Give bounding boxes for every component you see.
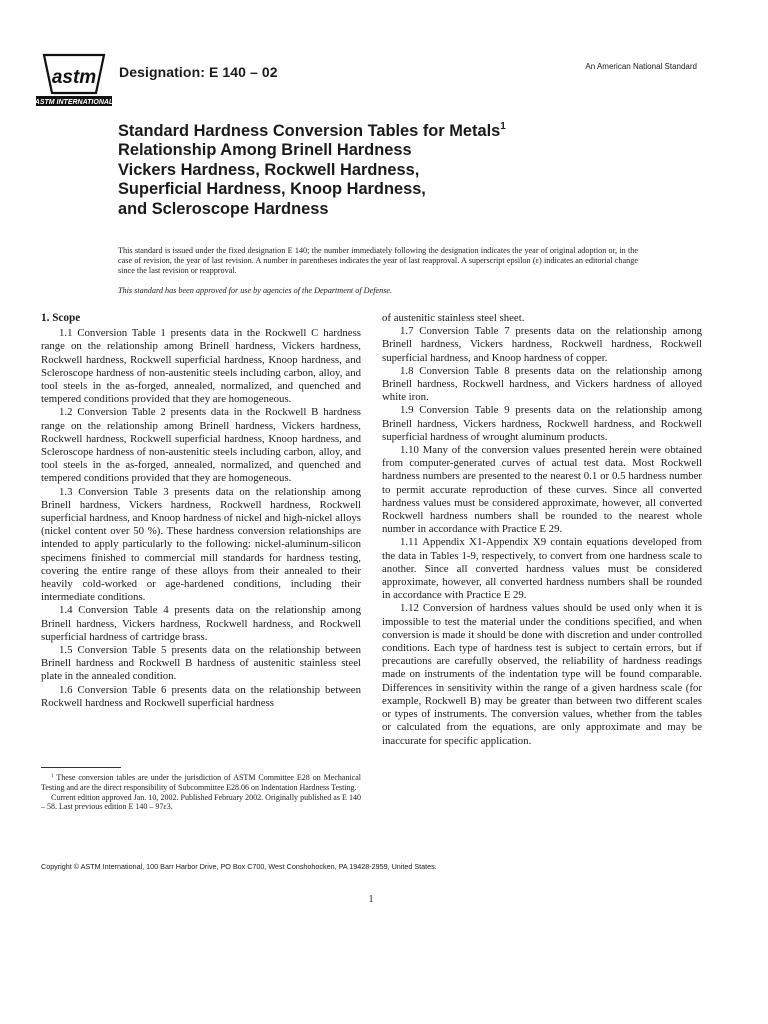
astm-logo <box>34 49 114 109</box>
right-column <box>382 312 702 748</box>
title-line-5: and Scleroscope Hardness <box>118 199 329 218</box>
copyright-notice: Copyright © ASTM International, 100 Barr Harbor Drive, PO Box C700, West Conshohocken, PA 19428-2959, United States. <box>41 862 437 871</box>
title-line-2: Relationship Among Brinell Hardness <box>118 141 412 160</box>
title-line-3: Vickers Hardness, Rockwell Hardness, <box>118 160 420 179</box>
footnote-mark: 1 <box>51 774 54 779</box>
standard-note: An American National Standard <box>585 62 697 71</box>
designation-notice: This standard is issued under the fixed designation E 140; the number immediately following the designation indicates the year of original adoption or, in the case of revision, the year of last revision. A number in parentheses indicates the year of last reapproval. A superscript epsilon (ε) indicates an editorial change since the last revision or reapproval. <box>118 246 638 276</box>
footnote-divider <box>41 767 121 768</box>
paragraph-1-7: 1.7 Conversion Table 7 presents data on the relationship among Brinell hardness, Vickers hardness, Rockwell hardness, Rockwell superficial hardness, and Knoop hardness of copper. <box>382 325 702 364</box>
paragraph-1-3: 1.3 Conversion Table 3 presents data on the relationship among Brinell hardness, Vickers hardness, Rockwell hardness, Rockwell superficial hardness, and Knoop hardness of nickel and high-nickel alloys (nickel content over 50 %). These hardness conversion relationships are intended to apply particularly to the following: nickel-aluminum-silicon specimens finished to commercial mill standards for hardness testing, covering the entire range of these alloys from their annealed to their heavily cold-worked or age-hardened conditions, including their intermediate conditions. <box>41 485 361 604</box>
footnotes <box>41 773 361 812</box>
paragraph-1-1: 1.1 Conversion Table 1 presents data in the Rockwell C hardness range on the relationship among Brinell hardness, Vickers hardness, Rockwell hardness, Rockwell superficial hardness, Knoop hardness, and Scleroscope hardness of non-austenitic steels including carbon, alloy, and tool steels in the as-forged, annealed, normalized, and quenched and tempered conditions provided that they are homogeneous. <box>41 327 361 406</box>
page-number: 1 <box>368 894 374 905</box>
svg-text:ASTM INTERNATIONAL: ASTM INTERNATIONAL <box>34 99 114 106</box>
paragraph-1-6-continued: of austenitic stainless steel sheet. <box>382 312 525 324</box>
section-heading-scope: 1. Scope <box>41 312 81 324</box>
paragraph-1-8: 1.8 Conversion Table 8 presents data on the relationship among Brinell hardness, Rockwell hardness, and Vickers hardness of alloyed white iron. <box>382 364 702 404</box>
left-column <box>41 312 361 710</box>
title-footnote-mark: 1 <box>500 121 506 132</box>
designation: Designation: E 140 – 02 <box>119 64 278 80</box>
paragraph-1-4: 1.4 Conversion Table 4 presents data on the relationship among Brinell hardness, Vickers hardness, Rockwell hardness, and Rockwell superficial hardness of cartridge brass. <box>41 604 361 643</box>
approval-note: This standard has been approved for use by agencies of the Department of Defense. <box>118 286 393 295</box>
title-line-1: Standard Hardness Conversion Tables for Metals$^1$ <box>118 121 506 140</box>
page-title <box>118 122 678 219</box>
astm-logo-icon <box>34 49 114 109</box>
footnote-edition: Current edition approved Jan. 10, 2002. Published February 2002. Originally published as E 140 – 58. Last previous edition E 140 – 97ε3. <box>41 792 361 812</box>
footnote-jurisdiction: $^1$ These conversion tables are under the jurisdiction of ASTM Committee E28 on Mechanical Testing and are the direct responsibility of Subcommittee E28.06 on Indentation Hardness Testing. <box>41 773 361 792</box>
paragraph-1-6: 1.6 Conversion Table 6 presents data on the relationship between Rockwell hardness and Rockwell superficial hardness <box>41 683 361 709</box>
paragraph-1-2: 1.2 Conversion Table 2 presents data in the Rockwell B hardness range on the relationship among Brinell hardness, Vickers hardness, Rockwell hardness, Rockwell superficial hardness, Knoop hardness, and Scleroscope hardness of non-austenitic steels including carbon, alloy, and tool steels in the as-forged, annealed, normalized, and quenched and tempered conditions provided that they are homogeneous. <box>41 406 361 485</box>
svg-text:astm: astm <box>51 67 97 88</box>
paragraph-1-12: 1.12 Conversion of hardness values should be used only when it is impossible to test the material under the conditions specified, and when conversion is made it should be done with discretion and under controlled conditions. Each type of hardness test is subject to certain errors, but if precautions are carefully observed, the reliability of hardness readings made on instruments of the indentation type will be found comparable. Differences in sensitivity within the range of a given hardness scale (for example, Rockwell B) may be greater than between two different scales or types of instruments. The conversion values, whether from the tables or calculated from the equations, are only approximate and may be inaccurate for specific application. <box>382 602 702 747</box>
paragraph-1-10: 1.10 Many of the conversion values presented herein were obtained from computer-generated curves of actual test data. Most Rockwell hardness numbers are presented to the nearest 0.1 or 0.5 hardness number to permit accurate reproduction of these curves. Since all converted hardness values must be considered approximate, however, all converted Rockwell hardness numbers shall be rounded to the nearest whole number in accordance with Practice E 29. <box>382 444 702 536</box>
title-line-4: Superficial Hardness, Knoop Hardness, <box>118 180 426 199</box>
paragraph-1-5: 1.5 Conversion Table 5 presents data on the relationship between Brinell hardness and Rockwell B hardness of austenitic stainless steel plate in the annealed condition. <box>41 644 361 683</box>
paragraph-1-11: 1.11 Appendix X1-Appendix X9 contain equations developed from the data in Tables 1-9, respectively, to convert from one hardness scale to another. Since all converted hardness values must be considered approximate, however, all converted hardness numbers shall be rounded in accordance with Practice E 29. <box>382 536 702 602</box>
paragraph-1-9: 1.9 Conversion Table 9 presents data on the relationship among Brinell hardness, Vickers hardness, Rockwell hardness, and Rockwell superficial hardness of wrought aluminum products. <box>382 404 702 443</box>
